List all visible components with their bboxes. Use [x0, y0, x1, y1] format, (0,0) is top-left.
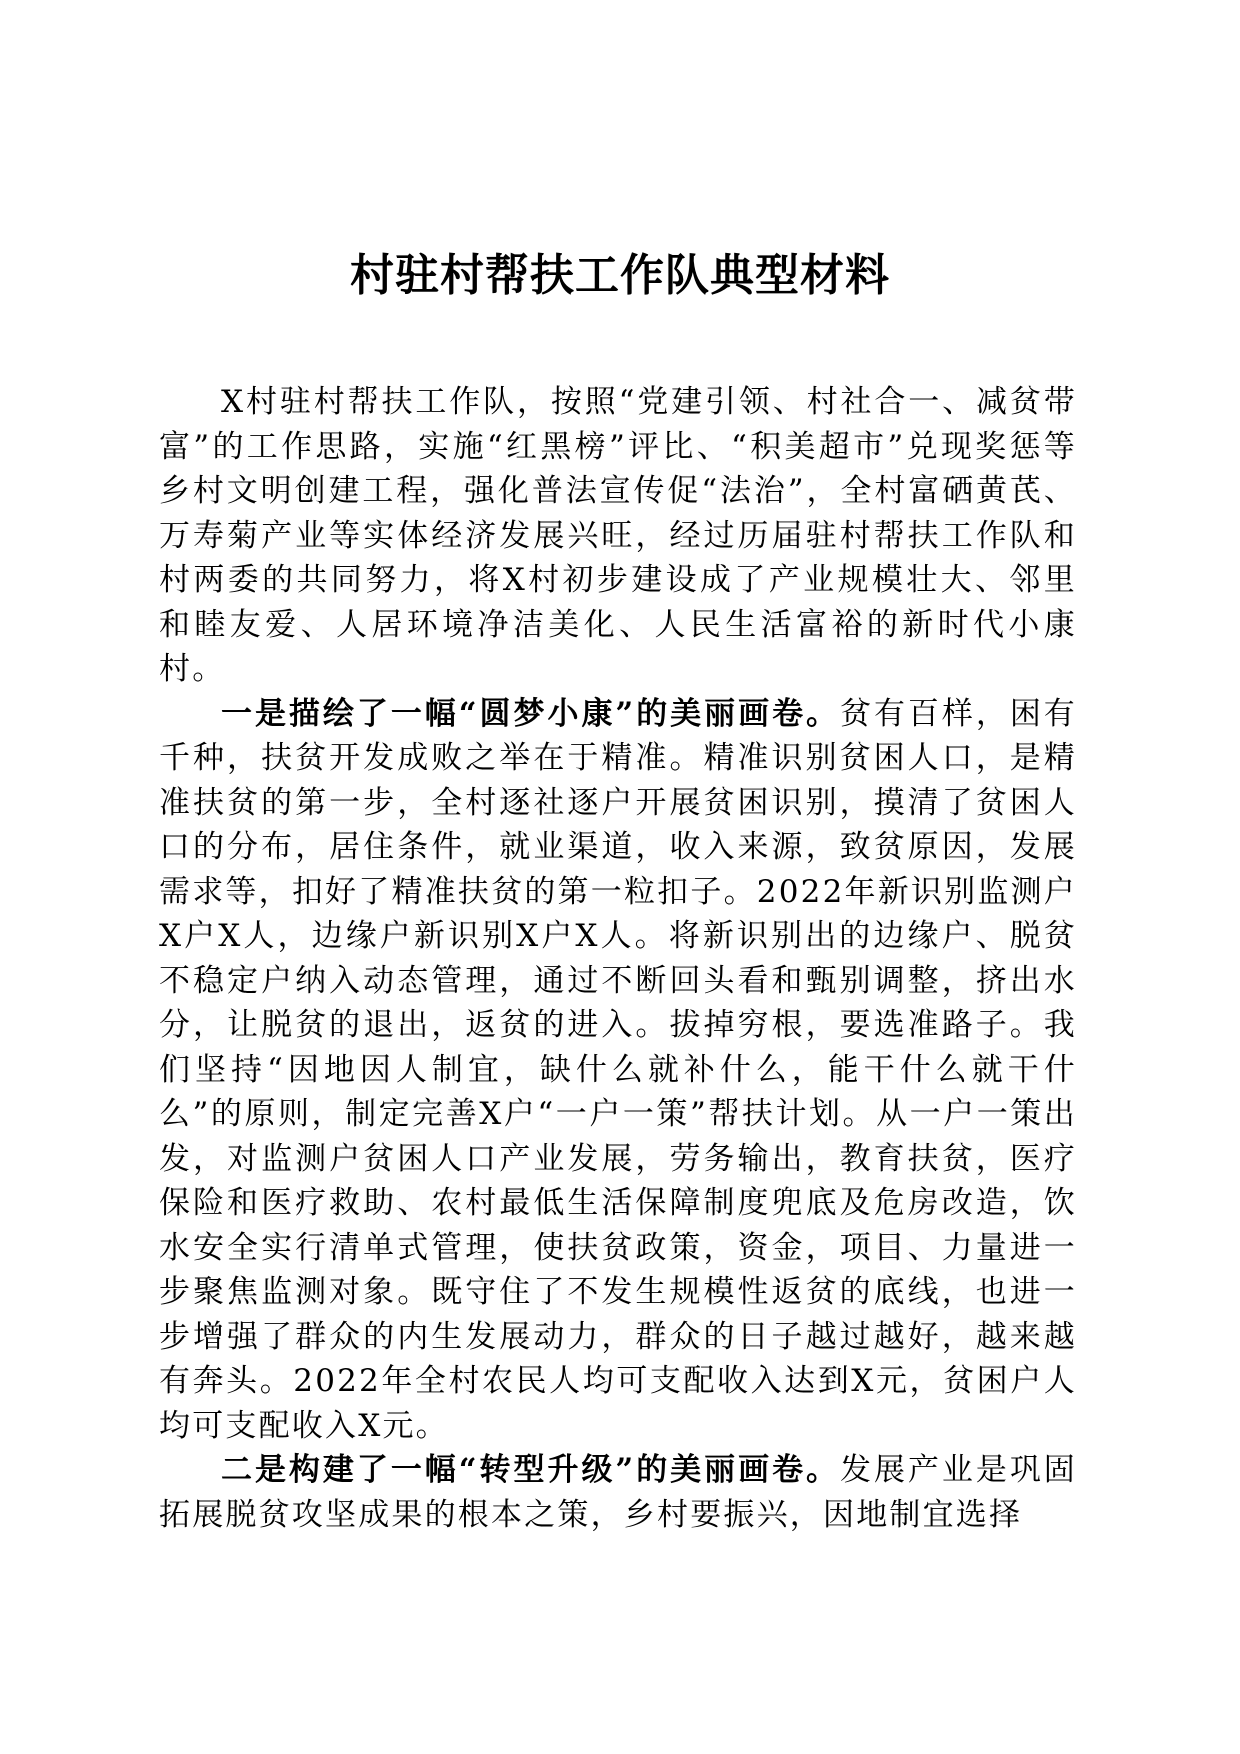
paragraph-lead: 二是构建了一幅“转型升级”的美丽画卷。	[221, 1452, 840, 1488]
paragraph-section-one	[159, 692, 1077, 1449]
document-body	[159, 380, 1077, 1537]
document-title: 村驻村帮扶工作队典型材料	[350, 250, 890, 301]
paragraph-intro	[159, 380, 1077, 692]
paragraph-text: X村驻村帮扶工作队，按照“党建引领、村社合一、减贫带富”的工作思路，实施“红黑榜”评比、“积美超市”兑现奖惩等乡村文明创建工程，强化普法宣传促“法治”，全村富硒黄芪、万寿菊产业等实体经济发展兴旺，经过历届驻村帮扶工作队和村两委的共同努力，将X村初步建设成了产业规模壮大、邻里和睦友爱、人居环境净洁美化、人民生活富裕的新时代小康村。	[159, 384, 1077, 687]
paragraph-text: 贫有百样，困有千种，扶贫开发成败之举在于精准。精准识别贫困人口，是精准扶贫的第一步，全村逐社逐户开展贫困识别，摸清了贫困人口的分布，居住条件，就业渠道，收入来源，致贫原因，发展需求等，扣好了精准扶贫的第一粒扣子。2022年新识别监测户X户X人，边缘户新识别X户X人。将新识别出的边缘户、脱贫不稳定户纳入动态管理，通过不断回头看和甄别调整，挤出水分，让脱贫的退出，返贫的进入。拔掉穷根，要选准路子。我们坚持“因地因人制宜，缺什么就补什么，能干什么就干什么”的原则，制定完善X户“一户一策”帮扶计划。从一户一策出发，对监测户贫困人口产业发展，劳务输出，教育扶贫，医疗保险和医疗救助、农村最低生活保障制度兜底及危房改造，饮水安全实行清单式管理，使扶贫政策，资金，项目、力量进一步聚焦监测对象。既守住了不发生规模性返贫的底线，也进一步增强了群众的内生发展动力，群众的日子越过越好，越来越有奔头。2022年全村农民人均可支配收入达到X元，贫困户人均可支配收入X元。	[159, 695, 1077, 1444]
paragraph-section-two	[159, 1448, 1077, 1537]
paragraph-text: 发展产业是巩固拓展脱贫攻坚成果的根本之策，乡村要振兴，因地制宜选择	[159, 1452, 1077, 1533]
paragraph-lead: 一是描绘了一幅“圆梦小康”的美丽画卷。	[221, 695, 840, 732]
